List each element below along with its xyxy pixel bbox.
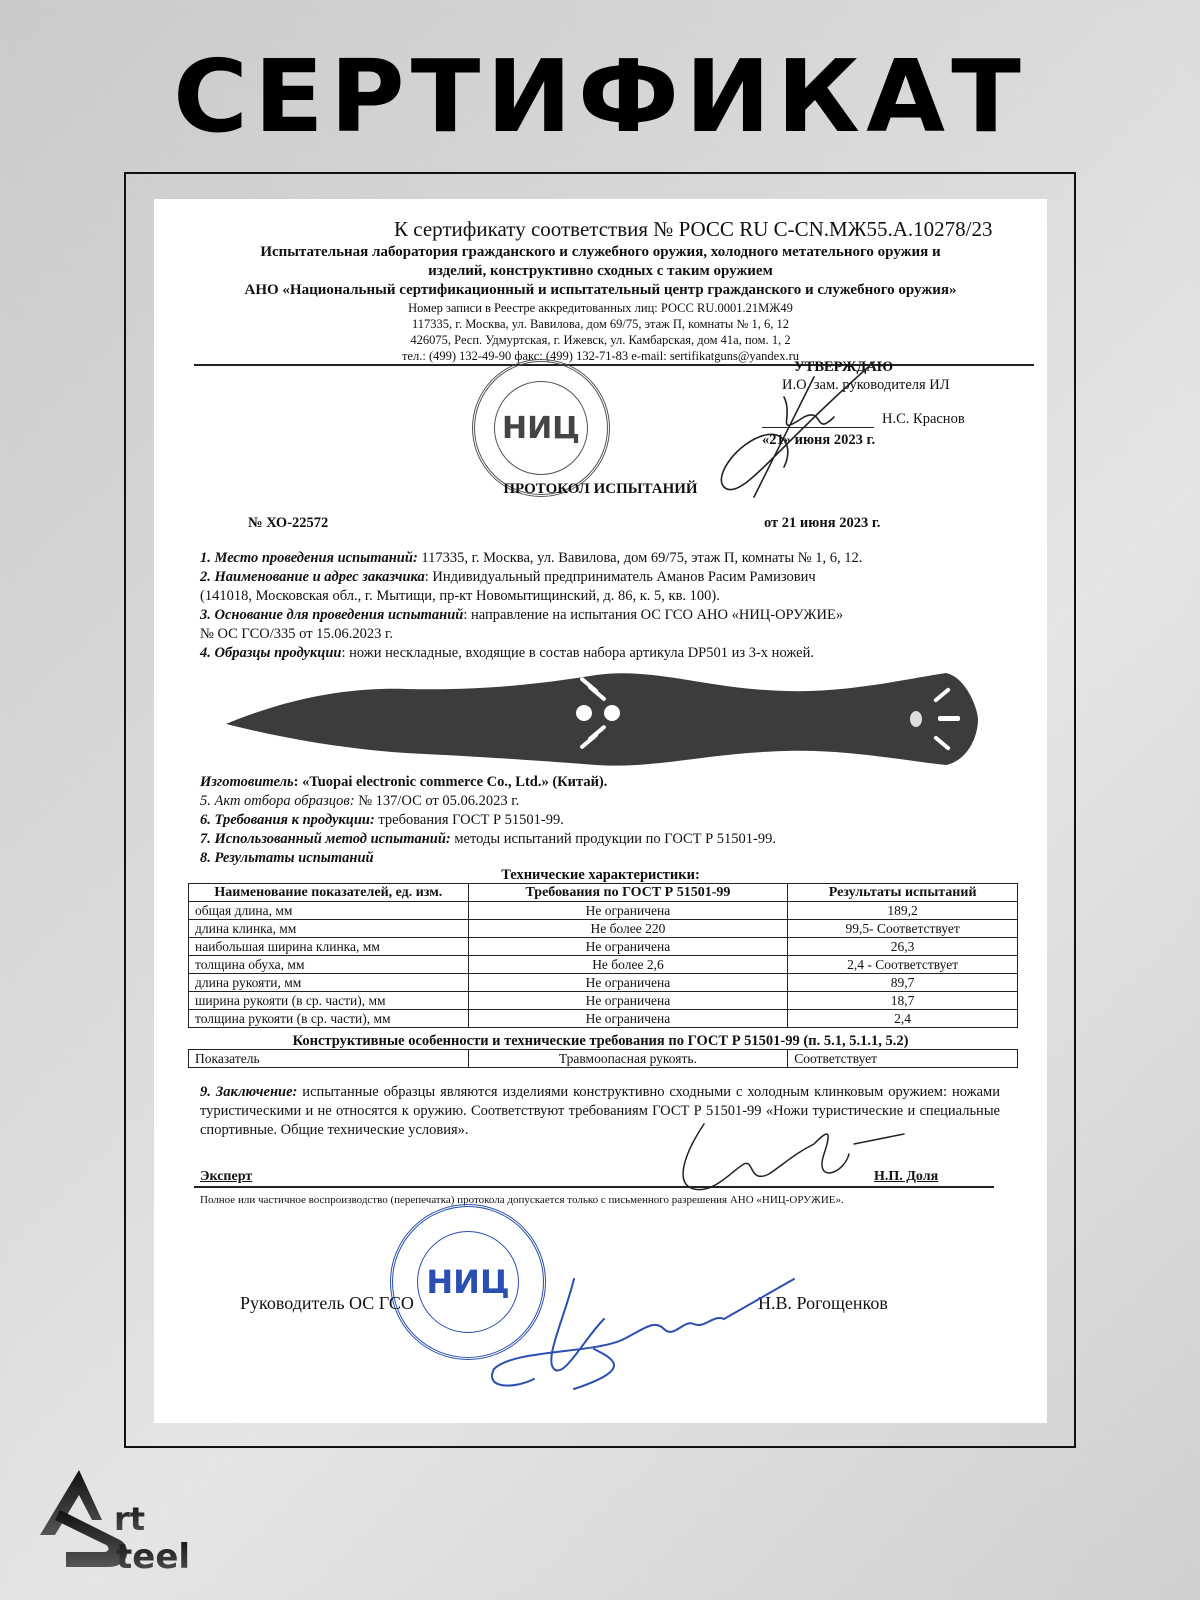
table-row: длина клинка, мм Не более 220 99,5- Соответствует <box>189 920 1018 938</box>
signature-rogoshchenkov <box>474 1259 804 1399</box>
table-row: толщина обуха, мм Не более 2,6 2,4 - Соответствует <box>189 956 1018 974</box>
table-row: Показатель Травмоопасная рукоять. Соответствует <box>189 1050 1018 1068</box>
lab-line-3: АНО «Национальный сертификационный и испытательный центр гражданского и служебного оружия» <box>244 282 957 298</box>
table-row: наибольшая ширина клинка, мм Не ограничена 26,3 <box>189 938 1018 956</box>
stamp-protocols <box>472 359 610 497</box>
manufacturer: Изготовитель: «Tuopai electronic commerce Co., Ltd.» (Китай). <box>200 774 608 790</box>
item-1: 1. Место проведения испытаний: 117335, г. Москва, ул. Вавилова, дом 69/75, этаж П, комнаты № 1, 6, 12. <box>200 550 863 566</box>
table-title-design: Конструктивные особенности и технические требования по ГОСТ Р 51501-99 (п. 5.1, 5.1.1, 5.2) <box>292 1033 909 1049</box>
item-2: 2. Наименование и адрес заказчика: Индивидуальный предприниматель Аманов Расим Рамизович <box>200 569 816 585</box>
logo-text-teel: teel <box>116 1537 191 1577</box>
knife-image <box>226 669 978 769</box>
page-title: СЕРТИФИКАТ <box>173 38 1027 155</box>
item-7: 7. Использованный метод испытаний: методы испытаний продукции по ГОСТ Р 51501-99. <box>200 831 777 847</box>
col-header-requirement: Требования по ГОСТ Р 51501-99 <box>468 884 788 902</box>
certificate-reference: К сертификату соответствия № РОСС RU C-CN.МЖ55.А.10278/23 <box>394 217 993 241</box>
item-4: 4. Образцы продукции: ножи нескладные, входящие в состав набора артикула DP501 из 3-х ножей. <box>200 645 814 661</box>
conclusion: 9. Заключение: испытанные образцы являются изделиями конструктивно сходными с холодным клинковым оружием: ножами туристическими и не относятся к оружию. Соответствуют требованиям ГОСТ Р 51501-99 «Ножи туристические и специальные спортивные. Общие технические условия». <box>200 1084 1000 1138</box>
contacts: тел.: (499) 132-49-90 факс: (499) 132-71-83 e-mail: sertifikatguns@yandex.ru <box>401 349 800 363</box>
approve-name: Н.С. Краснов <box>882 411 965 427</box>
protocol-date: от 21 июня 2023 г. <box>764 515 881 531</box>
header-divider <box>194 364 1034 366</box>
head-name: Н.В. Рогощенков <box>758 1293 888 1313</box>
col-header-result: Результаты испытаний <box>788 884 1018 902</box>
protocol-title: ПРОТОКОЛ ИСПЫТАНИЙ <box>503 481 698 497</box>
stamp-logo-blue: НИЦ <box>426 1263 510 1301</box>
col-header-indicator: Наименование показателей, ед. изм. <box>189 884 469 902</box>
stamp-logo: НИЦ <box>501 410 581 446</box>
expert-name: Н.П. Доля <box>874 1169 939 1184</box>
table-row: толщина рукояти (в ср. части), мм Не ограничена 2,4 <box>189 1010 1018 1028</box>
certificate-document <box>154 199 1047 1423</box>
approve-date: «21» июня 2023 г. <box>762 432 876 448</box>
design-table <box>188 1049 1018 1068</box>
table-header-row <box>189 884 1018 902</box>
head-label: Руководитель ОС ГСО <box>240 1293 414 1313</box>
expert-label: Эксперт <box>200 1169 253 1184</box>
registry-number: Номер записи в Реестре аккредитованных лиц: РОСС RU.0001.21МЖ49 <box>408 301 793 315</box>
approve-label: УТВЕРЖДАЮ <box>794 359 894 375</box>
item-3: 3. Основание для проведения испытаний: направление на испытания ОС ГСО АНО «НИЦ-ОРУЖИЕ» <box>200 607 844 623</box>
specs-table <box>188 883 1018 1028</box>
item-6: 6. Требования к продукции: требования ГОСТ Р 51501-99. <box>200 812 564 828</box>
artsteel-logo <box>40 1470 200 1580</box>
address-izhevsk: 426075, Респ. Удмуртская, г. Ижевск, ул. Камбарская, дом 41а, пом. 1, 2 <box>410 333 791 347</box>
table-row: ширина рукояти (в ср. части), мм Не ограничена 18,7 <box>189 992 1018 1010</box>
protocol-number: № ХО-22572 <box>248 515 329 531</box>
table-title-specs: Технические характеристики: <box>501 867 700 883</box>
approve-position: И.О. зам. руководителя ИЛ <box>782 377 950 393</box>
copyright-note: Полное или частичное воспроизводство (перепечатка) протокола допускается только с письменного разрешения АНО «НИЦ-ОРУЖИЕ». <box>200 1194 844 1206</box>
item-5: 5. Акт отбора образцов: № 137/ОС от 05.06.2023 г. <box>200 793 520 809</box>
lab-line-1: Испытательная лаборатория гражданского и служебного оружия, холодного метательного оружия и <box>260 244 941 260</box>
lab-line-2: изделий, конструктивно сходных с таким оружием <box>428 263 773 279</box>
address-moscow: 117335, г. Москва, ул. Вавилова, дом 69/75, этаж П, комнаты № 1, 6, 12 <box>412 317 789 331</box>
item-8: 8. Результаты испытаний <box>200 850 374 866</box>
table-row: длина рукояти, мм Не ограничена 89,7 <box>189 974 1018 992</box>
item-2-address: (141018, Московская обл., г. Мытищи, пр-кт Новомытищинский, д. 86, к. 5, кв. 100). <box>200 588 720 604</box>
logo-text-rt: rt <box>114 1500 146 1538</box>
item-3-ref: № ОС ГСО/335 от 15.06.2023 г. <box>200 626 393 642</box>
expert-line <box>194 1186 994 1188</box>
table-row: общая длина, мм Не ограничена 189,2 <box>189 902 1018 920</box>
